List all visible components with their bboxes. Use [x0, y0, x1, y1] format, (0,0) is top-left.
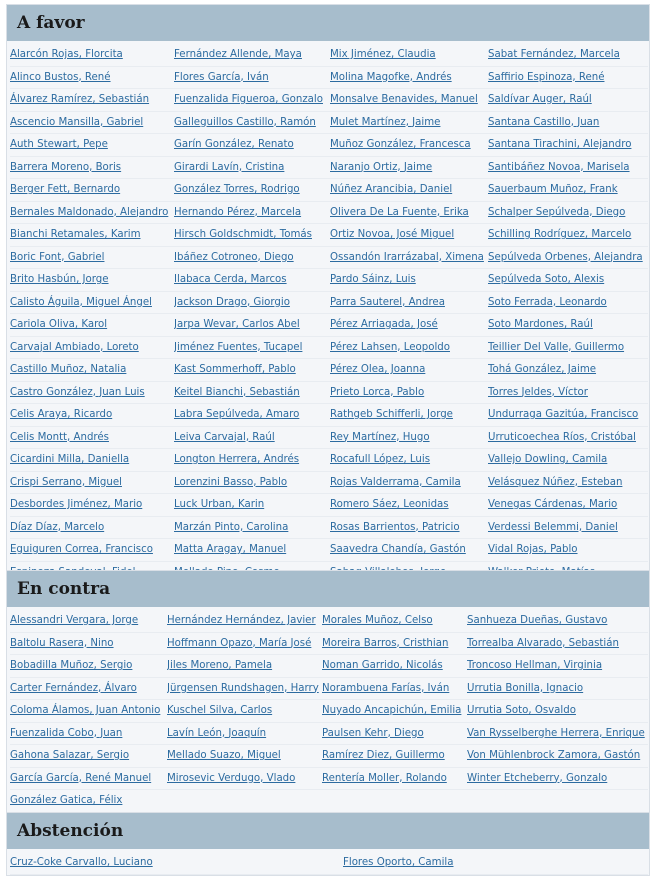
deputy-link[interactable]: Undurraga Gazitúa, Francisco [488, 404, 648, 427]
deputy-link[interactable]: Pardo Sáinz, Luis [330, 269, 488, 292]
deputy-link[interactable]: Flores García, Iván [174, 67, 330, 90]
deputy-link[interactable]: Tohá González, Jaime [488, 359, 648, 382]
deputy-link[interactable]: Cruz-Coke Carvallo, Luciano [10, 852, 343, 875]
deputy-link[interactable]: Sabat Fernández, Marcela [488, 44, 648, 67]
deputy-link[interactable]: Gahona Salazar, Sergio [10, 745, 167, 768]
deputy-link[interactable]: Lavín León, Joaquín [167, 723, 322, 746]
deputy-link[interactable]: Rojas Valderrama, Camila [330, 472, 488, 495]
deputy-link[interactable]: Saldívar Auger, Raúl [488, 89, 648, 112]
deputy-link[interactable]: Romero Sáez, Leonidas [330, 494, 488, 517]
deputy-link[interactable]: Schilling Rodríguez, Marcelo [488, 224, 648, 247]
deputy-link[interactable]: Desbordes Jiménez, Mario [10, 494, 174, 517]
deputy-link[interactable]: Galleguillos Castillo, Ramón [174, 112, 330, 135]
deputy-link[interactable]: Schalper Sepúlveda, Diego [488, 202, 648, 225]
deputy-link[interactable]: Ascencio Mansilla, Gabriel [10, 112, 174, 135]
deputy-link[interactable]: Mix Jiménez, Claudia [330, 44, 488, 67]
deputy-link[interactable]: Barrera Moreno, Boris [10, 157, 174, 180]
deputy-link[interactable]: Teillier Del Valle, Guillermo [488, 337, 648, 360]
deputy-link[interactable]: Coloma Álamos, Juan Antonio [10, 700, 167, 723]
deputy-link[interactable]: Berger Fett, Bernardo [10, 179, 174, 202]
deputy-link[interactable]: Rocafull López, Luis [330, 449, 488, 472]
deputy-link[interactable]: Hernando Pérez, Marcela [174, 202, 330, 225]
deputy-link[interactable]: Sauerbaum Muñoz, Frank [488, 179, 648, 202]
deputy-link[interactable]: Díaz Díaz, Marcelo [10, 517, 174, 540]
section-title-a-favor: A favor [7, 5, 649, 41]
deputy-link[interactable]: Calisto Águila, Miguel Ángel [10, 292, 174, 315]
deputy-link[interactable]: Moreira Barros, Cristhian [322, 633, 467, 656]
deputy-link[interactable]: Winter Etcheberry, Gonzalo [467, 768, 648, 791]
deputy-link[interactable]: Vidal Rojas, Pablo [488, 539, 648, 562]
deputy-link[interactable]: Crispi Serrano, Miguel [10, 472, 174, 495]
deputy-link[interactable]: Soto Ferrada, Leonardo [488, 292, 648, 315]
deputy-link[interactable]: Flores Oporto, Camila [343, 852, 648, 875]
deputy-link[interactable]: Celis Araya, Ricardo [10, 404, 174, 427]
deputy-link[interactable]: González Gatica, Félix [10, 790, 167, 813]
section-abstencion [6, 812, 650, 876]
deputy-link[interactable]: Parra Sauterel, Andrea [330, 292, 488, 315]
deputy-link[interactable]: Rosas Barrientos, Patricio [330, 517, 488, 540]
deputy-link[interactable]: Sepúlveda Soto, Alexis [488, 269, 648, 292]
deputy-link[interactable]: Von Mühlenbrock Zamora, Gastón [467, 745, 648, 768]
deputy-link[interactable]: Pérez Arriagada, José [330, 314, 488, 337]
deputy-link[interactable]: Labra Sepúlveda, Amaro [174, 404, 330, 427]
deputy-link[interactable]: Garín González, Renato [174, 134, 330, 157]
deputy-link[interactable]: Torres Jeldes, Víctor [488, 382, 648, 405]
deputy-link[interactable]: Núñez Arancibia, Daniel [330, 179, 488, 202]
deputy-link[interactable]: Prieto Lorca, Pablo [330, 382, 488, 405]
deputy-link[interactable]: Fuenzalida Figueroa, Gonzalo [174, 89, 330, 112]
deputy-link[interactable]: Ramírez Diez, Guillermo [322, 745, 467, 768]
deputy-link[interactable]: Paulsen Kehr, Diego [322, 723, 467, 746]
deputy-link[interactable]: Hirsch Goldschmidt, Tomás [174, 224, 330, 247]
deputy-link[interactable]: Molina Magofke, Andrés [330, 67, 488, 90]
deputy-link[interactable]: Carvajal Ambiado, Loreto [10, 337, 174, 360]
deputy-link[interactable]: Mirosevic Verdugo, Vlado [167, 768, 322, 791]
deputy-link[interactable]: Torrealba Alvarado, Sebastián [467, 633, 648, 656]
deputy-link[interactable]: Rentería Moller, Rolando [322, 768, 467, 791]
deputy-link[interactable]: Boric Font, Gabriel [10, 247, 174, 270]
deputy-link[interactable]: Rey Martínez, Hugo [330, 427, 488, 450]
deputy-link[interactable]: Verdessi Belemmi, Daniel [488, 517, 648, 540]
deputy-link[interactable]: Matta Aragay, Manuel [174, 539, 330, 562]
deputy-link[interactable]: Noman Garrido, Nicolás [322, 655, 467, 678]
deputy-link[interactable]: Mellado Suazo, Miguel [167, 745, 322, 768]
deputy-link[interactable]: Alinco Bustos, René [10, 67, 174, 90]
deputy-link[interactable]: Sanhueza Dueñas, Gustavo [467, 610, 648, 633]
section-a-favor [6, 4, 650, 585]
deputy-link[interactable]: Santibáñez Novoa, Marisela [488, 157, 648, 180]
deputy-link[interactable]: Fuenzalida Cobo, Juan [10, 723, 167, 746]
deputy-link[interactable]: Leiva Carvajal, Raúl [174, 427, 330, 450]
deputy-link[interactable]: Troncoso Hellman, Virginia [467, 655, 648, 678]
deputy-link[interactable]: Urrutia Soto, Osvaldo [467, 700, 648, 723]
deputy-link[interactable]: Jiménez Fuentes, Tucapel [174, 337, 330, 360]
deputy-link[interactable]: Bernales Maldonado, Alejandro [10, 202, 174, 225]
deputy-link[interactable]: Monsalve Benavides, Manuel [330, 89, 488, 112]
deputy-link[interactable]: Girardi Lavín, Cristina [174, 157, 330, 180]
deputy-link[interactable]: Urruticoechea Ríos, Cristóbal [488, 427, 648, 450]
deputy-link[interactable]: Norambuena Farías, Iván [322, 678, 467, 701]
deputy-link[interactable]: Fernández Allende, Maya [174, 44, 330, 67]
deputy-link[interactable]: Ossandón Irarrázabal, Ximena [330, 247, 488, 270]
deputy-link[interactable]: Sepúlveda Orbenes, Alejandra [488, 247, 648, 270]
deputy-link[interactable]: Saffirio Espinoza, René [488, 67, 648, 90]
deputy-link[interactable]: Kuschel Silva, Carlos [167, 700, 322, 723]
deputy-link[interactable]: Carter Fernández, Álvaro [10, 678, 167, 701]
deputy-link[interactable]: Auth Stewart, Pepe [10, 134, 174, 157]
deputy-link[interactable]: Naranjo Ortiz, Jaime [330, 157, 488, 180]
deputy-link[interactable]: Saavedra Chandía, Gastón [330, 539, 488, 562]
deputy-link[interactable]: Kast Sommerhoff, Pablo [174, 359, 330, 382]
deputy-link[interactable]: Jackson Drago, Giorgio [174, 292, 330, 315]
deputy-link[interactable]: Bobadilla Muñoz, Sergio [10, 655, 167, 678]
deputy-link[interactable]: Van Rysselberghe Herrera, Enrique [467, 723, 648, 746]
deputy-link[interactable]: Santana Castillo, Juan [488, 112, 648, 135]
deputy-link[interactable]: Rathgeb Schifferli, Jorge [330, 404, 488, 427]
deputy-link[interactable]: Pérez Lahsen, Leopoldo [330, 337, 488, 360]
deputy-link[interactable]: Hoffmann Opazo, María José [167, 633, 322, 656]
deputy-link[interactable]: Baltolu Rasera, Nino [10, 633, 167, 656]
deputy-link[interactable]: Lorenzini Basso, Pablo [174, 472, 330, 495]
name-grid-abstencion [7, 849, 649, 875]
deputy-link[interactable]: Mulet Martínez, Jaime [330, 112, 488, 135]
deputy-link[interactable]: Pérez Olea, Joanna [330, 359, 488, 382]
deputy-link[interactable]: García García, René Manuel [10, 768, 167, 791]
name-grid-en-contra [7, 607, 649, 813]
deputy-link[interactable]: Vallejo Dowling, Camila [488, 449, 648, 472]
deputy-link[interactable]: Cicardini Milla, Daniella [10, 449, 174, 472]
deputy-link[interactable]: Ilabaca Cerda, Marcos [174, 269, 330, 292]
deputy-link[interactable]: Alarcón Rojas, Florcita [10, 44, 174, 67]
deputy-link[interactable]: Keitel Bianchi, Sebastián [174, 382, 330, 405]
name-grid-a-favor [7, 41, 649, 584]
deputy-link[interactable]: Santana Tirachini, Alejandro [488, 134, 648, 157]
deputy-link[interactable]: Luck Urban, Karin [174, 494, 330, 517]
deputy-link[interactable]: Ortiz Novoa, José Miguel [330, 224, 488, 247]
deputy-link[interactable]: Longton Herrera, Andrés [174, 449, 330, 472]
deputy-link[interactable]: Celis Montt, Andrés [10, 427, 174, 450]
deputy-link[interactable]: Ibáñez Cotroneo, Diego [174, 247, 330, 270]
section-en-contra [6, 570, 650, 814]
section-title-en-contra: En contra [7, 571, 649, 607]
deputy-link[interactable]: Olivera De La Fuente, Erika [330, 202, 488, 225]
deputy-link[interactable]: Eguiguren Correa, Francisco [10, 539, 174, 562]
deputy-link[interactable]: Muñoz González, Francesca [330, 134, 488, 157]
deputy-link[interactable]: Jarpa Wevar, Carlos Abel [174, 314, 330, 337]
deputy-link[interactable]: Jürgensen Rundshagen, Harry [167, 678, 322, 701]
deputy-link[interactable]: Marzán Pinto, Carolina [174, 517, 330, 540]
deputy-link[interactable]: Álvarez Ramírez, Sebastián [10, 89, 174, 112]
deputy-link[interactable]: Morales Muñoz, Celso [322, 610, 467, 633]
deputy-link[interactable]: Urrutia Bonilla, Ignacio [467, 678, 648, 701]
deputy-link[interactable]: Bianchi Retamales, Karim [10, 224, 174, 247]
deputy-link[interactable]: González Torres, Rodrigo [174, 179, 330, 202]
deputy-link[interactable]: Velásquez Núñez, Esteban [488, 472, 648, 495]
deputy-link[interactable]: Venegas Cárdenas, Mario [488, 494, 648, 517]
deputy-link[interactable]: Jiles Moreno, Pamela [167, 655, 322, 678]
section-title-abstencion: Abstención [7, 813, 649, 849]
deputy-link[interactable]: Castillo Muñoz, Natalia [10, 359, 174, 382]
deputy-link[interactable]: Cariola Oliva, Karol [10, 314, 174, 337]
deputy-link[interactable]: Castro González, Juan Luis [10, 382, 174, 405]
deputy-link[interactable]: Hernández Hernández, Javier [167, 610, 322, 633]
deputy-link[interactable]: Alessandri Vergara, Jorge [10, 610, 167, 633]
deputy-link[interactable]: Nuyado Ancapichún, Emilia [322, 700, 467, 723]
deputy-link[interactable]: Brito Hasbún, Jorge [10, 269, 174, 292]
deputy-link[interactable]: Soto Mardones, Raúl [488, 314, 648, 337]
